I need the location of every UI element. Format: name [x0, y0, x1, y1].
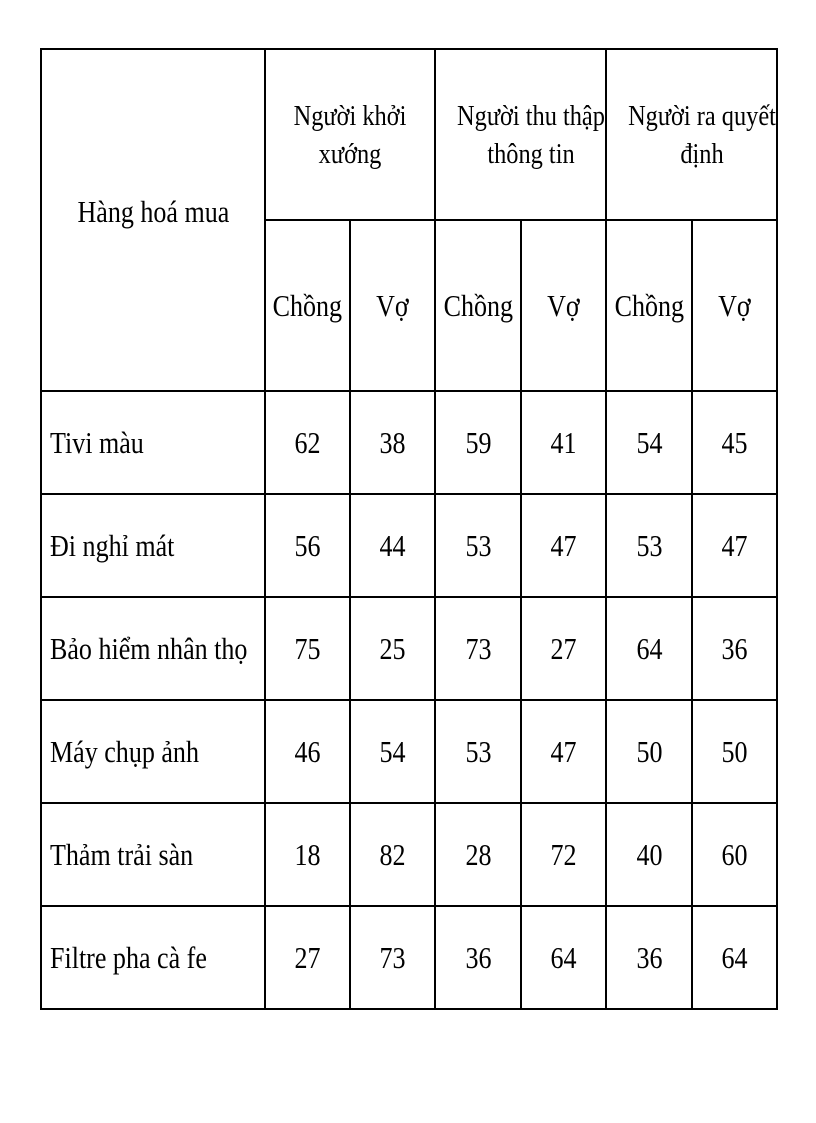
value-cell	[606, 803, 692, 906]
header-row-groups	[41, 49, 777, 220]
value-cell	[521, 803, 606, 906]
value-gatherer-husband: 53	[464, 527, 492, 563]
group-header-initiator	[265, 49, 435, 220]
row-label: Filtre pha cà fe	[50, 939, 207, 975]
value-gatherer-wife: 64	[550, 939, 577, 975]
row-label: Bảo hiểm nhân thọ	[50, 630, 248, 666]
subheader-wife: Vợ	[376, 287, 409, 323]
value-initiator-wife: 44	[379, 527, 406, 563]
value-gatherer-wife: 72	[550, 836, 577, 872]
value-cell	[606, 597, 692, 700]
table-row	[41, 906, 777, 1009]
subheader-cell	[350, 220, 435, 391]
value-cell	[692, 803, 777, 906]
value-cell	[435, 700, 521, 803]
subheader-cell	[265, 220, 350, 391]
value-decider-wife: 36	[721, 630, 748, 666]
row-label: Máy chụp ảnh	[50, 733, 199, 769]
subheader-wife: Vợ	[547, 287, 580, 323]
subheader-wife: Vợ	[718, 287, 751, 323]
row-label-cell	[41, 391, 265, 494]
value-gatherer-wife: 41	[550, 424, 577, 460]
value-cell	[265, 906, 350, 1009]
subheader-cell	[521, 220, 606, 391]
value-gatherer-husband: 28	[464, 836, 492, 872]
subheader-husband: Chồng	[614, 287, 684, 323]
value-cell	[350, 803, 435, 906]
value-cell	[350, 391, 435, 494]
value-cell	[692, 494, 777, 597]
value-initiator-wife: 54	[379, 733, 406, 769]
value-cell	[606, 391, 692, 494]
value-cell	[521, 597, 606, 700]
value-decider-husband: 64	[635, 630, 663, 666]
value-gatherer-husband: 53	[464, 733, 492, 769]
group-header-info-gatherer	[435, 49, 606, 220]
value-cell	[521, 700, 606, 803]
row-label-cell	[41, 803, 265, 906]
value-cell	[692, 906, 777, 1009]
value-initiator-husband: 75	[294, 630, 321, 666]
value-cell	[606, 906, 692, 1009]
row-label-cell	[41, 597, 265, 700]
value-gatherer-wife: 47	[550, 733, 577, 769]
value-initiator-wife: 73	[379, 939, 406, 975]
corner-header-cell	[41, 49, 265, 391]
row-label: Tivi màu	[50, 424, 144, 460]
corner-header-label: Hàng hoá mua	[77, 194, 229, 229]
value-initiator-husband: 62	[294, 424, 321, 460]
value-decider-wife: 60	[721, 836, 748, 872]
value-cell	[265, 391, 350, 494]
value-gatherer-husband: 36	[464, 939, 492, 975]
table-row	[41, 494, 777, 597]
row-label-cell	[41, 494, 265, 597]
subheader-cell	[435, 220, 521, 391]
value-cell	[435, 803, 521, 906]
value-cell	[435, 906, 521, 1009]
value-cell	[265, 700, 350, 803]
value-cell	[521, 391, 606, 494]
value-decider-husband: 50	[635, 733, 663, 769]
value-cell	[350, 494, 435, 597]
row-label-cell	[41, 700, 265, 803]
table-row	[41, 700, 777, 803]
group-header-label: Người thu thập thông tin	[457, 99, 605, 170]
value-cell	[521, 494, 606, 597]
value-initiator-husband: 27	[294, 939, 321, 975]
group-header-decider	[606, 49, 777, 220]
subheader-husband: Chồng	[272, 287, 343, 323]
value-initiator-wife: 38	[379, 424, 406, 460]
value-cell	[521, 906, 606, 1009]
value-decider-wife: 47	[721, 527, 748, 563]
table-row	[41, 597, 777, 700]
subheader-husband: Chồng	[443, 287, 513, 323]
value-cell	[692, 391, 777, 494]
value-cell	[350, 906, 435, 1009]
value-cell	[265, 494, 350, 597]
group-header-label: Người khởi xướng	[293, 99, 407, 170]
subheader-cell	[692, 220, 777, 391]
value-gatherer-wife: 47	[550, 527, 577, 563]
value-initiator-wife: 82	[379, 836, 406, 872]
value-decider-wife: 50	[721, 733, 748, 769]
value-cell	[350, 597, 435, 700]
value-initiator-wife: 25	[379, 630, 406, 666]
value-gatherer-husband: 59	[464, 424, 492, 460]
value-decider-husband: 36	[635, 939, 663, 975]
value-cell	[265, 597, 350, 700]
table-row	[41, 391, 777, 494]
value-decider-husband: 40	[635, 836, 663, 872]
value-gatherer-husband: 73	[464, 630, 492, 666]
value-cell	[265, 803, 350, 906]
value-decider-husband: 54	[635, 424, 663, 460]
table-row	[41, 803, 777, 906]
purchase-roles-table	[40, 48, 778, 1010]
row-label: Đi nghỉ mát	[50, 527, 175, 563]
value-gatherer-wife: 27	[550, 630, 577, 666]
subheader-cell	[606, 220, 692, 391]
value-decider-wife: 45	[721, 424, 748, 460]
group-header-label: Người ra quyết định	[628, 99, 776, 170]
value-initiator-husband: 56	[294, 527, 321, 563]
row-label: Thảm trải sàn	[50, 836, 194, 872]
value-cell	[435, 597, 521, 700]
value-decider-husband: 53	[635, 527, 663, 563]
value-cell	[435, 494, 521, 597]
value-decider-wife: 64	[721, 939, 748, 975]
value-cell	[692, 700, 777, 803]
value-cell	[606, 700, 692, 803]
value-cell	[435, 391, 521, 494]
value-cell	[692, 597, 777, 700]
value-initiator-husband: 18	[294, 836, 321, 872]
value-initiator-husband: 46	[294, 733, 321, 769]
value-cell	[606, 494, 692, 597]
row-label-cell	[41, 906, 265, 1009]
value-cell	[350, 700, 435, 803]
